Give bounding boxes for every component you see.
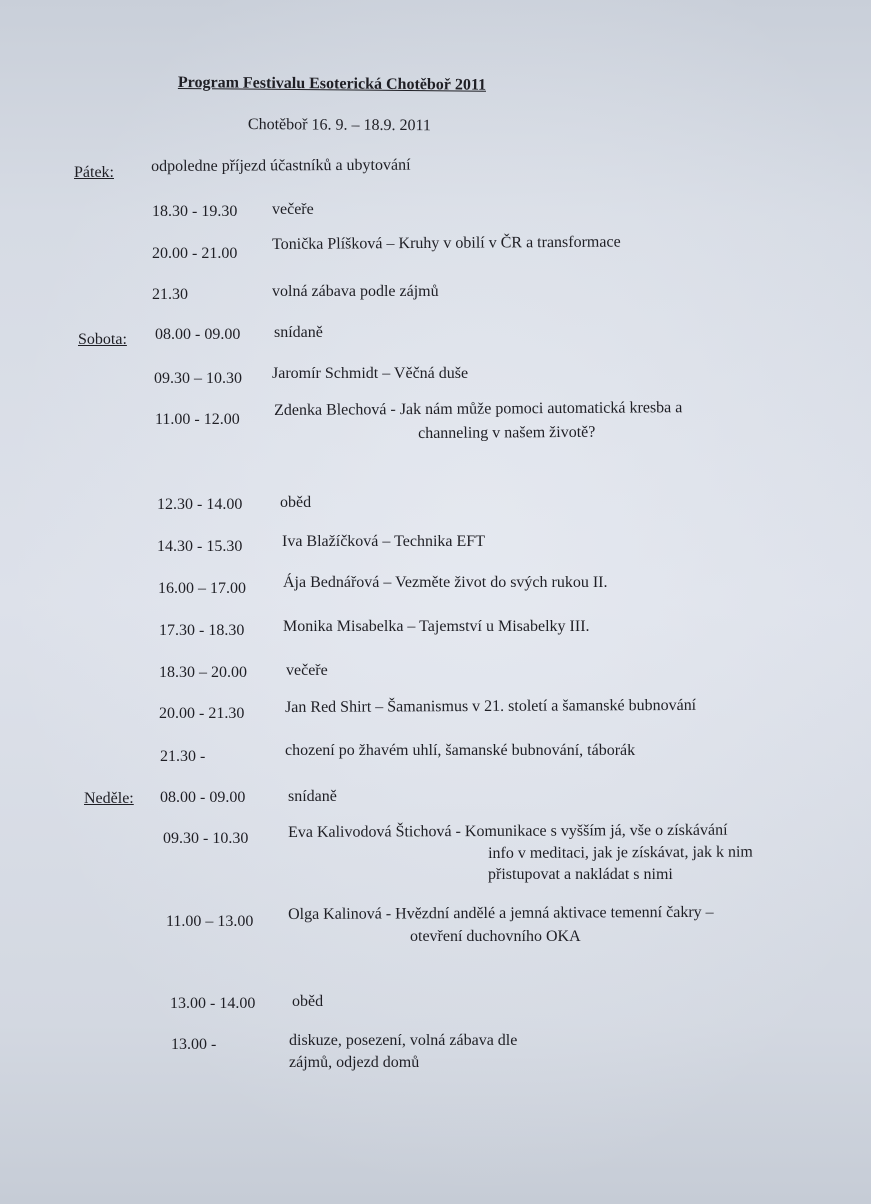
- sunday-entry-continued: zájmů, odjezd domů: [289, 1054, 420, 1071]
- saturday-time: 21.30 -: [160, 748, 206, 765]
- friday-intro: odpoledne příjezd účastníků a ubytování: [151, 156, 411, 175]
- friday-entry: volná zábava podle zájmů: [272, 283, 439, 300]
- friday-entry: večeře: [272, 201, 314, 218]
- saturday-entry: oběd: [280, 494, 312, 511]
- sunday-time: 13.00 -: [171, 1036, 217, 1053]
- saturday-time: 16.00 – 17.00: [158, 580, 246, 597]
- friday-time: 20.00 - 21.00: [152, 245, 238, 262]
- friday-time: 18.30 - 19.30: [152, 203, 238, 220]
- saturday-entry: Ája Bednářová – Vezměte život do svých rukou II.: [283, 574, 608, 591]
- day-label-saturday: Sobota:: [78, 331, 127, 348]
- saturday-time: 08.00 - 09.00: [155, 326, 241, 343]
- saturday-entry: snídaně: [274, 324, 323, 341]
- sunday-entry: Olga Kalinová - Hvězdní andělé a jemná aktivace temenní čakry –: [288, 903, 714, 923]
- saturday-time: 20.00 - 21.30: [159, 705, 245, 722]
- sunday-entry-continued: otevření duchovního OKA: [410, 928, 581, 945]
- sunday-entry: diskuze, posezení, volná zábava dle: [289, 1032, 518, 1049]
- saturday-time: 14.30 - 15.30: [157, 538, 243, 555]
- saturday-entry-continued: channeling v našem životě?: [418, 423, 596, 442]
- friday-time: 21.30: [152, 286, 188, 303]
- sunday-time: 13.00 - 14.00: [170, 995, 256, 1012]
- sunday-time: 09.30 - 10.30: [163, 830, 249, 847]
- sunday-entry: snídaně: [288, 788, 337, 805]
- friday-entry: Tonička Plíšková – Kruhy v obilí v ČR a transformace: [272, 233, 621, 253]
- saturday-entry: Zdenka Blechová - Jak nám může pomoci automatická kresba a: [274, 399, 683, 419]
- document-title: Program Festivalu Esoterická Chotěboř 2011: [177, 74, 487, 94]
- saturday-entry: Iva Blažíčková – Technika EFT: [282, 533, 485, 550]
- sunday-entry-continued: přistupovat a nakládat s nimi: [488, 866, 673, 883]
- sunday-entry: oběd: [292, 993, 324, 1010]
- document-subtitle: Chotěboř 16. 9. – 18.9. 2011: [247, 116, 431, 135]
- day-label-friday: Pátek:: [74, 164, 114, 181]
- day-label-sunday: Neděle:: [84, 790, 134, 807]
- saturday-entry: chození po žhavém uhlí, šamanské bubnování, táborák: [285, 742, 636, 759]
- saturday-time: 17.30 - 18.30: [159, 622, 245, 639]
- sunday-time: 11.00 – 13.00: [166, 913, 254, 930]
- saturday-entry: Jan Red Shirt – Šamanismus v 21. století a šamanské bubnování: [285, 696, 697, 716]
- saturday-time: 09.30 – 10.30: [154, 370, 242, 387]
- sunday-time: 08.00 - 09.00: [160, 789, 246, 806]
- saturday-time: 12.30 - 14.00: [157, 496, 243, 513]
- sunday-entry: Eva Kalivodová Štichová - Komunikace s vyšším já, vše o získávání: [288, 821, 728, 841]
- saturday-entry: Monika Misabelka – Tajemství u Misabelky III.: [283, 618, 590, 635]
- saturday-time: 18.30 – 20.00: [159, 664, 247, 681]
- saturday-time: 11.00 - 12.00: [155, 411, 240, 428]
- saturday-entry: večeře: [286, 662, 328, 679]
- sunday-entry-continued: info v meditaci, jak je získávat, jak k nim: [488, 843, 753, 862]
- saturday-entry: Jaromír Schmidt – Věčná duše: [272, 365, 469, 382]
